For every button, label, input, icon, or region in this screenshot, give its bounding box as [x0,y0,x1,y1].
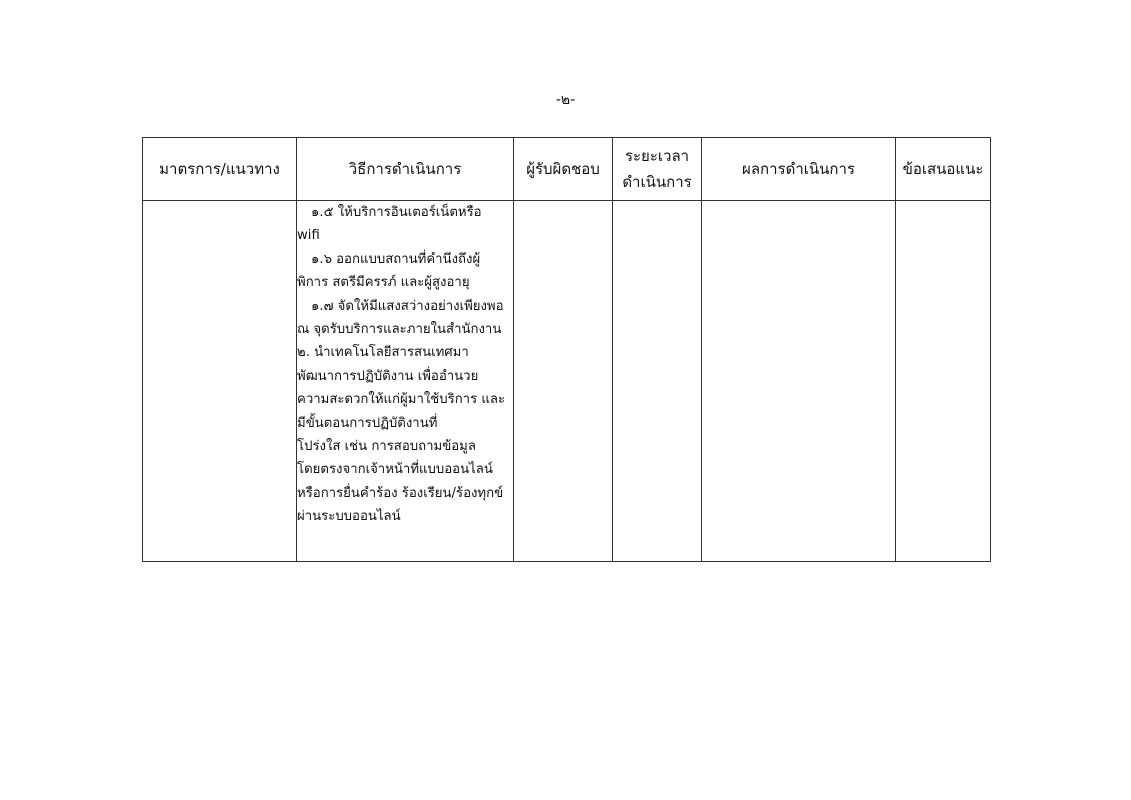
table-header-row [143,138,991,201]
cell-duration [613,201,702,562]
method-line: มีขั้นตอนการปฏิบัติงานที่ [297,415,438,431]
header-result: ผลการดำเนินการ [702,138,896,201]
table-row [143,201,991,562]
header-suggestion: ข้อเสนอแนะ [896,138,991,201]
method-line: wifi [297,228,320,244]
header-responsible: ผู้รับผิดชอบ [514,138,613,201]
header-duration-line-2: ดำเนินการ [622,173,692,191]
method-line: ณ จุดรับบริการและภายในสำนักงาน [297,322,502,338]
method-line: โดยตรงจากเจ้าหน้าที่แบบออนไลน์ [297,462,493,478]
method-line: ผ่านระบบออนไลน์ [297,509,401,525]
action-plan-table [142,137,991,562]
header-duration [613,138,702,201]
method-line: หรือการยื่นคำร้อง ร้องเรียน/ร้องทุกข์ [297,485,504,501]
cell-method [297,201,514,562]
cell-suggestion [896,201,991,562]
method-line: ๒. นำเทคโนโลยีสารสนเทศมา [297,345,469,361]
header-method: วิธีการดำเนินการ [297,138,514,201]
method-line: ๑.๕ ให้บริการอินเตอร์เน็ตหรือ [311,205,482,220]
method-line: ๑.๖ ออกแบบสถานที่คำนึงถึงผู้ [311,251,481,267]
method-line: ๑.๗ จัดให้มีแสงสว่างอย่างเพียงพอ [311,298,504,314]
header-duration-line-1: ระยะเวลา [624,147,690,165]
method-line: โปร่งใส เช่น การสอบถามข้อมูล [297,439,476,455]
method-line: พัฒนาการปฏิบัติงาน เพื่ออำนวย [297,368,479,384]
cell-responsible [514,201,613,562]
page-number: -๒- [555,92,576,108]
cell-measure [143,201,297,562]
method-line: ความสะดวกให้แก่ผู้มาใช้บริการ และ [297,392,506,408]
method-line: พิการ สตรีมีครรภ์ และผู้สูงอายุ [297,275,470,291]
cell-result [702,201,896,562]
header-measure: มาตรการ/แนวทาง [143,138,297,201]
